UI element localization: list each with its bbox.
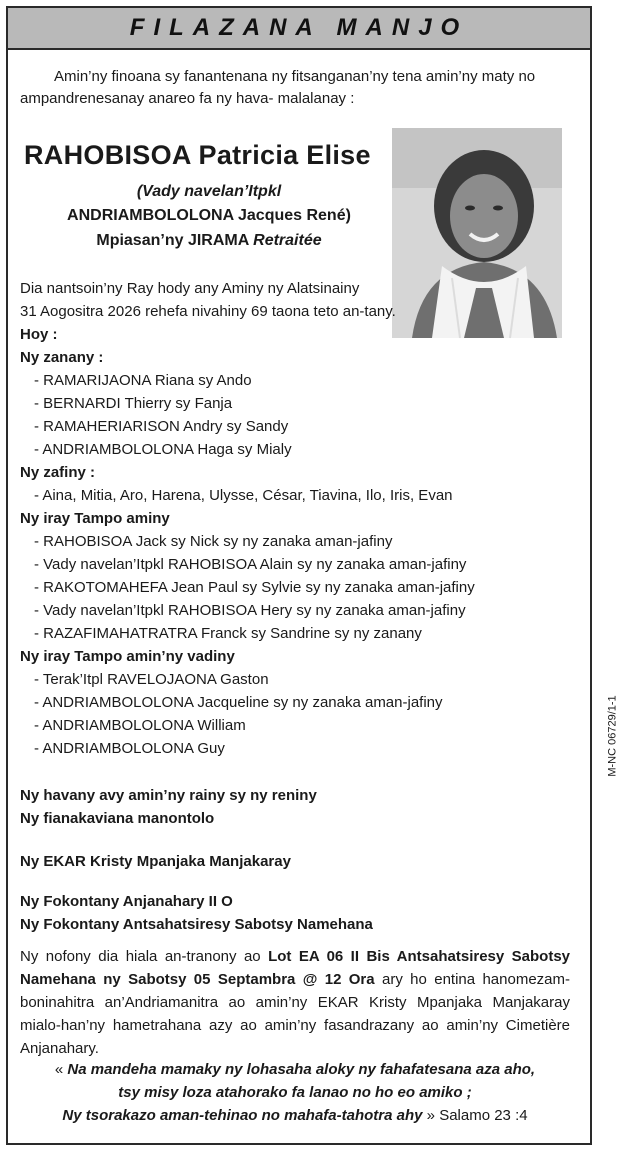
quote-line-3 bbox=[20, 1104, 570, 1127]
announcement-line-2: 31 Aogositra 2026 rehefa nivahiny 69 taona teto an-tany. bbox=[20, 303, 396, 320]
siblings-label: Ny iray Tampo aminy bbox=[20, 510, 170, 527]
family-line: Ny fianakaviana manontolo bbox=[20, 810, 215, 827]
notice-header bbox=[8, 8, 590, 50]
spouse-name: ANDRIAMBOLOLONA Jacques René) bbox=[67, 207, 351, 224]
list-item: - ANDRIAMBOLOLONA Guy bbox=[34, 740, 225, 757]
employer: Mpiasan’ny JIRAMA bbox=[96, 232, 249, 249]
announcement-line-1: Dia nantsoin’ny Ray hody any Aminy ny Alatsinainy bbox=[20, 280, 360, 297]
list-item: - Aina, Mitia, Aro, Harena, Ulysse, César, Tiavina, Ilo, Iris, Evan bbox=[34, 487, 453, 504]
list-item: - RAHOBISOA Jack sy Nick sy ny zanaka aman-jafiny bbox=[34, 533, 393, 550]
quote-line-2: tsy misy loza atahorako fa lanao no ho eo amiko ; bbox=[118, 1084, 472, 1101]
list-item: - RAZAFIMAHATRATRA Franck sy Sandrine sy ny zanany bbox=[34, 625, 422, 642]
list-item: - Vady navelan’Itpkl RAHOBISOA Alain sy ny zanaka aman-jafiny bbox=[34, 556, 467, 573]
intro-paragraph: Amin’ny finoana sy fanantenana ny fitsanganan’ny tena amin’ny maty no ampandrenesanay anareo fa ny hava- malalanay : bbox=[20, 68, 536, 107]
list-item: - RAMARIJAONA Riana sy Ando bbox=[34, 372, 252, 389]
list-item: - Vady navelan’Itpkl RAHOBISOA Hery sy ny zanaka aman-jafiny bbox=[34, 602, 466, 619]
list-item: - ANDRIAMBOLOLONA Jacqueline sy ny zanaka aman-jafiny bbox=[34, 694, 443, 711]
quote-source: Salamo 23 :4 bbox=[439, 1107, 528, 1124]
list-item: - Terak’Itpl RAVELOJAONA Gaston bbox=[34, 671, 269, 688]
grandchildren-label: Ny zafiny : bbox=[20, 464, 96, 481]
church-line: Ny EKAR Kristy Mpanjaka Manjakaray bbox=[20, 853, 291, 870]
list-item: - ANDRIAMBOLOLONA Haga sy Mialy bbox=[34, 441, 292, 458]
list-item: - RAMAHERIARISON Andry sy Sandy bbox=[34, 418, 289, 435]
notice-title: FILAZANA MANJO bbox=[129, 14, 469, 41]
funeral-details-post: ary ho entina hanomezam-boninahitra an’Andriamanitra ao amin’ny EKAR Kristy Mpanjaka Manjakaray mialo-han’ny hametrahana azy ao amin’ny fasandrazany ao amin’ny Cimetière Anjanahary. bbox=[20, 971, 570, 1057]
funeral-location-date: Lot EA 06 II Bis Antsahatsiresy Sabotsy Namehana ny Sabotsy 05 Septambra @ 12 Ora bbox=[20, 948, 571, 988]
quote-text-1: Na mandeha mamaky ny lohasaha aloky ny fahafatesana aza aho, bbox=[67, 1061, 536, 1078]
fokontany-line-1: Ny Fokontany Anjanahary II O bbox=[20, 893, 233, 910]
funeral-details bbox=[20, 945, 570, 1060]
reference-code: M-NC 06729/1-1 bbox=[606, 695, 619, 777]
bible-quote bbox=[20, 1058, 570, 1127]
widow-of-line: (Vady navelan’Itpkl bbox=[136, 183, 282, 200]
list-item: - BERNARDI Thierry sy Fanja bbox=[34, 395, 233, 412]
relatives-line: Ny havany avy amin’ny rainy sy ny reniny bbox=[20, 787, 317, 804]
list-item: - RAKOTOMAHEFA Jean Paul sy Sylvie sy ny zanaka aman-jafiny bbox=[34, 579, 475, 596]
fokontany-line-2: Ny Fokontany Antsahatsiresy Sabotsy Namehana bbox=[20, 916, 373, 933]
inlaws-label: Ny iray Tampo amin’ny vadiny bbox=[20, 648, 235, 665]
funeral-details-pre: Ny nofony dia hiala an-tranony ao bbox=[20, 948, 269, 965]
employment-line bbox=[24, 232, 394, 250]
deceased-name: RAHOBISOA Patricia Elise bbox=[24, 140, 371, 170]
quote-text-3: Ny tsorakazo aman-tehinao no mahafa-tahotra ahy bbox=[62, 1107, 423, 1124]
quote-line-1 bbox=[20, 1058, 570, 1081]
hoy-label: Hoy : bbox=[20, 326, 58, 343]
portrait-photo bbox=[392, 128, 562, 338]
quote-open-mark: « bbox=[54, 1061, 64, 1078]
list-item: - ANDRIAMBOLOLONA William bbox=[34, 717, 246, 734]
children-label: Ny zanany : bbox=[20, 349, 104, 366]
retired-label: Retraitée bbox=[253, 232, 322, 249]
quote-close-mark: » bbox=[426, 1107, 436, 1124]
